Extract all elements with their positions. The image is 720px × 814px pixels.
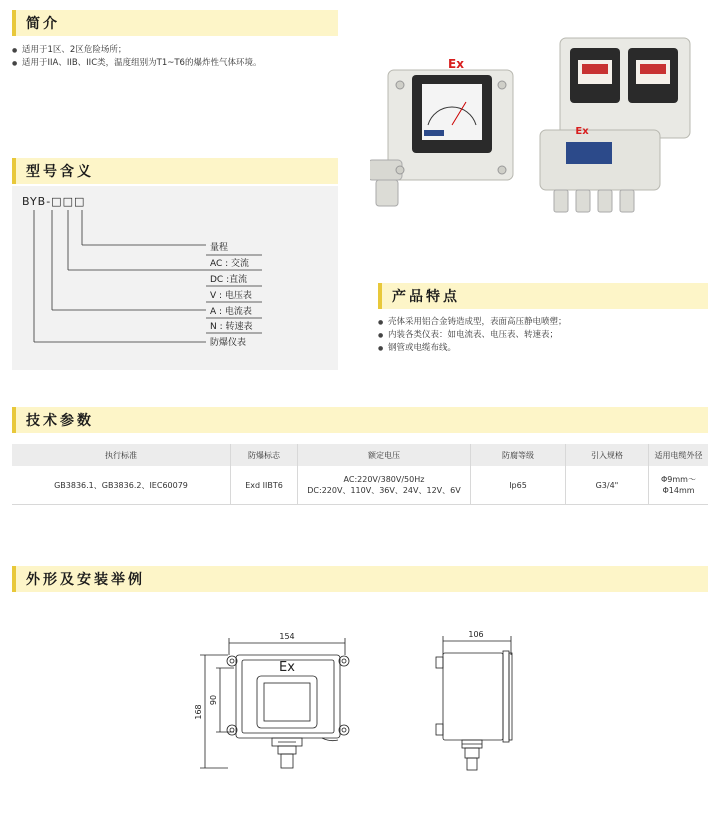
cell-standard: GB3836.1、GB3836.2、IEC60079	[12, 466, 231, 505]
ex-label-right: Ex	[575, 126, 589, 137]
dim-height-label: 168	[194, 704, 203, 720]
col-cable: 适用电缆外径	[649, 444, 709, 466]
install-title: 外形及安装举例	[26, 572, 145, 588]
list-item: ● 适用于1区、2区危险场所；	[12, 44, 352, 57]
list-item: ● 适用于IIA、IIB、IIC类，温度组别为T1~T6的爆炸性气体环境。	[12, 57, 352, 70]
col-mark: 防爆标志	[231, 444, 298, 466]
model-line-range: 量程	[210, 243, 229, 253]
voltage-ac: AC:220V/380V/50Hz	[343, 475, 425, 484]
cell-mark: Exd IIBT6	[231, 466, 298, 505]
model-code: BYB-□□□	[22, 195, 86, 208]
model-line-v: V : 电压表	[210, 291, 252, 301]
col-voltage: 额定电压	[298, 444, 471, 466]
model-line-a: A : 电流表	[210, 307, 252, 317]
voltage-dc: DC:220V、110V、36V、24V、12V、6V	[307, 486, 461, 495]
model-title: 型号含义	[26, 164, 94, 180]
intro-title: 简介	[26, 16, 60, 32]
cell-cable: Φ9mm～Φ14mm	[649, 466, 709, 505]
model-line-ac: AC : 交流	[210, 259, 250, 269]
dim-depth-label: 106	[468, 630, 484, 639]
col-protection: 防腐等级	[471, 444, 566, 466]
cell-protection: Ip65	[471, 466, 566, 505]
dim-inner-label: 90	[209, 694, 218, 706]
drawing-ex-label: Ex	[279, 660, 295, 675]
features-title: 产品特点	[392, 289, 460, 305]
list-item: ● 壳体采用铝合金铸造成型，表面高压静电喷塑；	[378, 316, 708, 329]
ex-label-left: Ex	[448, 57, 464, 71]
list-item: ● 钢管或电缆布线。	[378, 342, 708, 355]
col-standard: 执行标准	[12, 444, 231, 466]
list-item: ● 内装各类仪表：如电流表、电压表、转速表；	[378, 329, 708, 342]
model-line-dc: DC :直流	[210, 275, 248, 285]
col-inlet: 引入规格	[566, 444, 649, 466]
specs-title: 技术参数	[26, 413, 94, 429]
dim-width-label: 154	[279, 632, 295, 641]
model-line-ex: 防爆仪表	[210, 338, 247, 348]
model-line-n: N : 转速表	[210, 322, 253, 332]
cell-inlet: G3/4"	[566, 466, 649, 505]
